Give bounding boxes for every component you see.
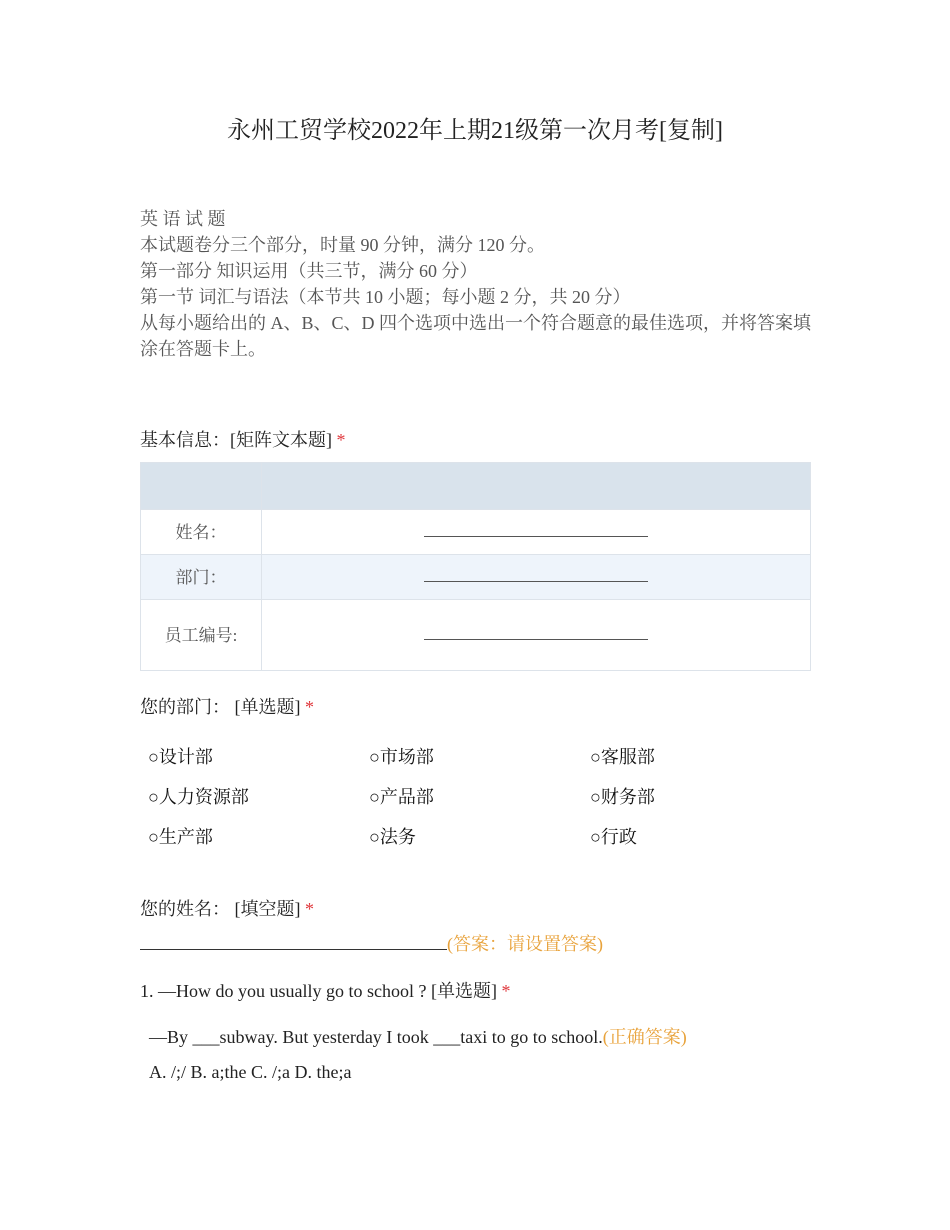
question-title: 基本信息：[矩阵文本题] xyxy=(140,430,332,450)
table-row xyxy=(141,555,811,600)
correct-answer-tag: (正确答案) xyxy=(602,1027,687,1047)
department-question-label xyxy=(140,693,314,719)
option-row xyxy=(148,816,811,856)
intro-block xyxy=(140,206,811,362)
name-fill-line xyxy=(140,930,603,956)
question-1-label xyxy=(140,977,510,1003)
table-row xyxy=(141,510,811,555)
row-label: 员工编号: xyxy=(141,600,262,671)
answer-hint: (答案：请设置答案) xyxy=(447,934,603,954)
department-options xyxy=(148,736,811,856)
input-underline xyxy=(424,625,648,640)
radio-option-hr[interactable]: ○人力资源部 xyxy=(148,787,249,807)
radio-option-legal[interactable]: ○法务 xyxy=(369,827,416,847)
question-title: 1. —How do you usually go to school ? [单选题] xyxy=(140,981,497,1001)
question-title: 您的姓名： [填空题] xyxy=(140,899,301,919)
header-cell xyxy=(141,463,262,510)
option-row xyxy=(148,736,811,776)
input-underline xyxy=(424,522,648,537)
intro-line: 第一部分 知识运用（共三节，满分 60 分） xyxy=(140,261,478,281)
required-marker: * xyxy=(305,899,314,919)
page-title: 永州工贸学校2022年上期21级第一次月考[复制] xyxy=(227,118,723,144)
radio-option-production[interactable]: ○生产部 xyxy=(148,827,213,847)
option-row xyxy=(148,776,811,816)
radio-option-design[interactable]: ○设计部 xyxy=(148,747,213,767)
question-1-choices[interactable]: A. /;/ B. a;the C. /;a D. the;a xyxy=(149,1062,352,1082)
row-label: 部门： xyxy=(141,555,262,600)
intro-line: 第一节 词汇与语法（本节共 10 小题；每小题 2 分，共 20 分） xyxy=(140,287,631,307)
question-line: —By ___subway. But yesterday I took ___taxi to go to school. xyxy=(149,1027,603,1047)
input-underline xyxy=(424,567,648,582)
radio-option-finance[interactable]: ○财务部 xyxy=(590,787,655,807)
question-1-text xyxy=(149,1023,687,1049)
name-input[interactable] xyxy=(262,510,811,555)
intro-line: 本试题卷分三个部分，时量 90 分钟，满分 120 分。 xyxy=(140,235,545,255)
intro-line: 英 语 试 题 xyxy=(140,209,226,229)
table-header-row xyxy=(141,463,811,510)
department-input[interactable] xyxy=(262,555,811,600)
row-label: 姓名： xyxy=(141,510,262,555)
radio-option-customer-service[interactable]: ○客服部 xyxy=(590,747,655,767)
radio-option-marketing[interactable]: ○市场部 xyxy=(369,747,434,767)
matrix-table xyxy=(140,462,811,671)
intro-line: 从每小题给出的 A、B、C、D 四个选项中选出一个符合题意的最佳选项，并将答案填涂在答题卡上。 xyxy=(140,313,812,359)
basic-info-question-label xyxy=(140,426,346,452)
radio-option-admin[interactable]: ○行政 xyxy=(590,827,637,847)
name-question-label xyxy=(140,895,314,921)
required-marker: * xyxy=(336,430,346,450)
question-title: 您的部门： [单选题] xyxy=(140,697,301,717)
radio-option-product[interactable]: ○产品部 xyxy=(369,787,434,807)
employee-id-input[interactable] xyxy=(262,600,811,671)
header-cell xyxy=(262,463,811,510)
required-marker: * xyxy=(501,981,511,1001)
name-fill-input[interactable] xyxy=(140,931,447,950)
table-row xyxy=(141,600,811,671)
required-marker: * xyxy=(305,697,314,717)
